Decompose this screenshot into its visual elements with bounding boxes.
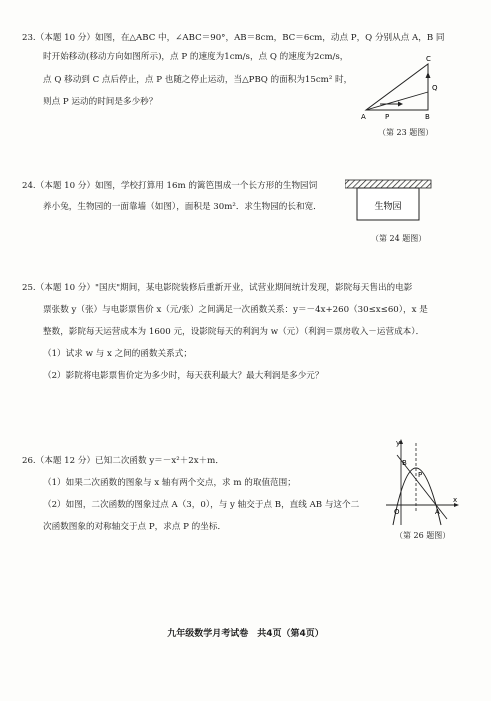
q26-label-a: A <box>435 508 440 516</box>
q26-label-x: x <box>453 496 458 504</box>
q26-label-o: O <box>394 508 400 516</box>
q26-parabola-figure <box>383 437 461 527</box>
q23-label-q: Q <box>432 84 438 92</box>
q26-label-p: P <box>418 471 423 479</box>
q26-line-2: （1）如果二次函数的图象与 x 轴有两个交点，求 m 的取值范围； <box>43 478 296 488</box>
q26-line-4: 次函数图象的对称轴交于点 P，求点 P 的坐标． <box>43 522 227 532</box>
q25-line-4: （1）试求 w 与 x 之间的函数关系式； <box>43 349 192 359</box>
page-footer: 九年级数学月考试卷 共4页（第4页） <box>167 629 324 639</box>
q23-caption: （第 23 题图） <box>378 128 434 137</box>
q23-line-1: 23.（本题 10 分）如图，在△ABC 中，∠ABC＝90°，AB＝8cm，BC＝6cm，动点 P，Q 分别从点 A，B 同 <box>22 33 445 43</box>
q24-caption: （第 24 题图） <box>371 234 427 243</box>
q23-label-c: C <box>426 55 431 63</box>
q23-line-4: 则点 P 运动的时间是多少秒？ <box>43 97 158 107</box>
q25-line-3: 整数，影院每天运营成本为 1600 元，设影院每天的利润为 w（元）（利润＝票房收入－运营成本）． <box>43 327 425 337</box>
q23-line-3: 点 Q 移动到 C 点后停止，点 P 也随之停止运动，当△PBQ 的面积为15cm² 时， <box>43 75 353 85</box>
q23-line-2: 时开始移动(移动方向如图所示)，点 P 的速度为1cm/s，点 Q 的速度为2cm/s， <box>43 52 349 62</box>
q26-line-3: （2）如图，二次函数的图象过点 A（3，0），与 y 轴交于点 B，直线 AB 与这个二 <box>43 500 360 510</box>
q23-label-b: B <box>425 113 430 121</box>
q25-line-5: （2）影院将电影票售价定为多少时，每天获利最大？最大利润是多少元？ <box>43 371 324 381</box>
q24-garden-figure <box>345 178 435 226</box>
q24-line-1: 24.（本题 10 分）如图，学校打算用 16m 的篱笆围成一个长方形的生物园饲 <box>22 181 318 191</box>
q26-line-1: 26.（本题 12 分）已知二次函数 y＝－x²＋2x＋m． <box>22 456 224 466</box>
q24-box-label: 生物园 <box>374 202 402 212</box>
q25-line-1: 25.（本题 10 分）"国庆"期间，某电影院装修后重新开业，试营业期间统计发现，影院每天售出的电影 <box>22 283 413 293</box>
q24-line-2: 养小兔，生物园的一面靠墙（如图），面积是 30m²．求生物园的长和宽． <box>43 202 322 212</box>
q23-triangle-figure <box>358 52 448 124</box>
q23-label-p: P <box>385 113 390 121</box>
q26-label-y: y <box>396 439 401 447</box>
q26-caption: （第 26 题图） <box>395 531 451 540</box>
q26-label-b: B <box>402 459 407 467</box>
q23-label-a: A <box>361 113 366 121</box>
q25-line-2: 票张数 y（张）与电影票售价 x（元/张）之间满足一次函数关系：y＝－4x+260（30≤x≤60），x 是 <box>43 305 428 315</box>
